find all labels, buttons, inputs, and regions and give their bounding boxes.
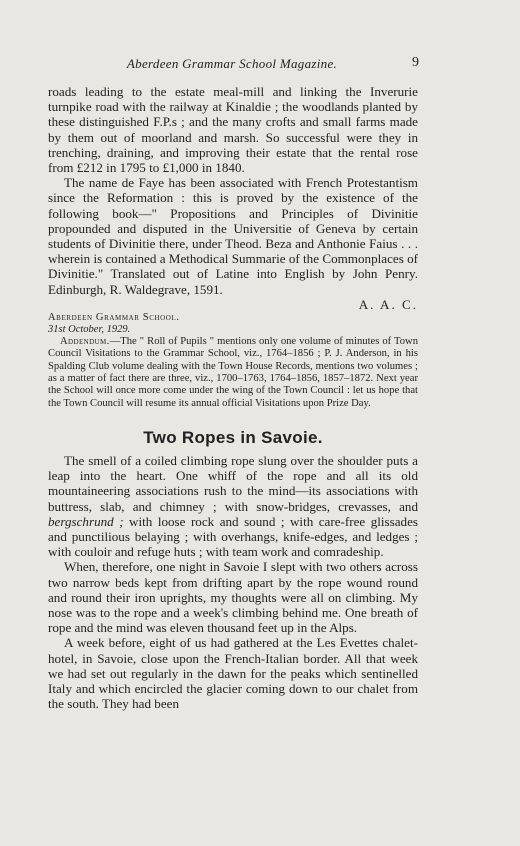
article-paragraph-1 [48, 453, 418, 559]
article-paragraph-2: When, therefore, one night in Savoie I slept with two others across two narrow beds kept from drifting apart by the rope wound round and round their iron uprights, my thoughts were all on climbing. My nose was to the rope and a week's climbing behind me. One breath of rope and the mind was eleven thousand feet up in the Alps. [48, 559, 418, 636]
addendum-paragraph [48, 336, 418, 410]
article-paragraph-1-part-a: The smell of a coiled climbing rope slung over the shoulder puts a leap into the heart. One whiff of the rope and all its old mountaineering associations rush to the mind—its associations with buttress, slab, and chimney ; with snow-bridges, crevasses, and [48, 453, 418, 514]
page-number: 9 [412, 55, 419, 70]
article-paragraph-1-italic: bergschrund ; [48, 513, 124, 529]
page-body [48, 84, 418, 711]
intro-paragraph-2: The name de Faye has been associated with French Protestantism since the Reformation : this is proved by the existence of the following book—" Propositions and Principles of Divinitie propounded and disputed in the Universitie of Geneva by certain students of Divinitie there, under Theod. Beza and Anthonie Faius . . . wherein is contained a Methodical Summarie of the Commonplaces of Divinitie." Translated out of Latine into English by John Penry. Edinburgh, R. Waldegrave, 1591. [48, 175, 418, 297]
addendum-text: —The " Roll of Pupils " mentions only one volume of minutes of Town Council Visitations to the Grammar School, viz., 1764–1856 ; P. J. Anderson, in his Spalding Club volume dealing with the Town House Records, mentions two volumes ; as a matter of fact there are three, viz., 1700–1763, 1764–1856, 1857–1872. Next year the School will once more come under the wing of the Town Council : let us hope that the Town Council will resume its annual official Visitations upon Prize Day. [48, 336, 418, 409]
letter-date: 31st October, 1929. [48, 324, 131, 336]
article-paragraph-1-part-b: with loose rock and sound ; with care-free glissades and punctilious belaying ; with overhangs, knife-edges, and ledges ; with couloir and refuge huts ; with team work and comradeship. [48, 513, 419, 560]
intro-paragraph-1: roads leading to the estate meal-mill and linking the Inverurie turnpike road with the railway at Kinaldie ; the woodlands planted by these distinguished F.P.s ; and the many crofts and small farms made by them out of moorland and marsh. So successful were they in trenching, draining, and improving their estate that the rental rose from £212 in 1795 to £1,000 in 1840. [48, 84, 418, 176]
article-paragraph-3: A week before, eight of us had gathered at the Les Evettes chalet-hotel, in Savoie, close upon the French-Italian border. All that week we had set out regularly in the dawn for the peaks which sentinelled Italy and which encircled the glacier coming down to our chalet from the south. They had been [48, 635, 418, 712]
article-title: Two Ropes in Savoie. [143, 427, 323, 447]
addendum-lead: Addendum. [60, 336, 110, 348]
author-signature: A. A. C. [358, 296, 418, 312]
school-name: Aberdeen Grammar School. [48, 312, 180, 324]
running-title: Aberdeen Grammar School Magazine. [126, 56, 338, 71]
